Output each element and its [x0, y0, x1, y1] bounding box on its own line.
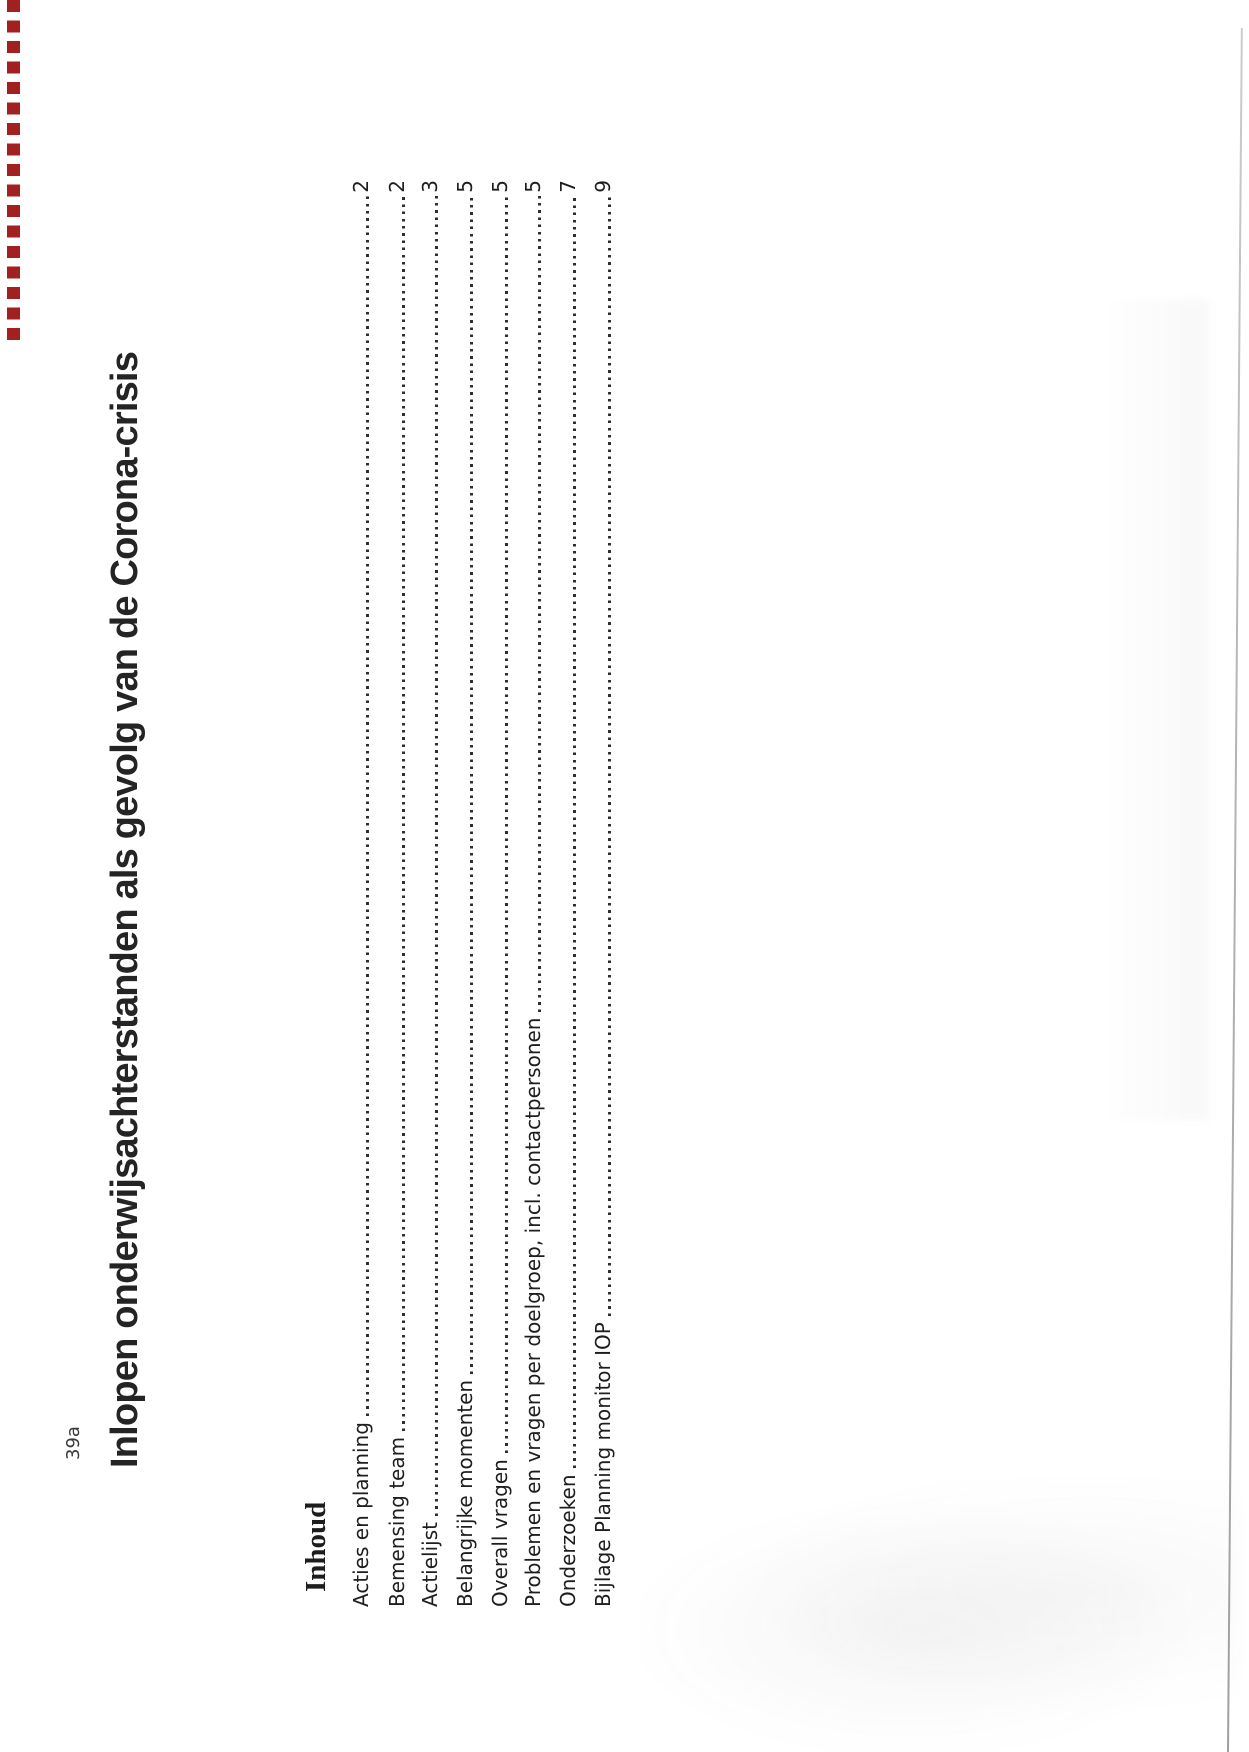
scan-artifact-left-red-dashes: [7, 0, 20, 348]
toc-dot-leader: [608, 196, 611, 1316]
toc-entry-label: Actielijst: [418, 1522, 442, 1607]
toc-page-number: 5: [453, 180, 477, 193]
toc-entry-problemen-en-vragen: [516, 180, 546, 1607]
toc-entry-belangrijke-momenten: [448, 180, 478, 1607]
toc-entry-label: Overall vragen: [488, 1459, 512, 1607]
toc-page-number: 2: [385, 180, 409, 193]
toc-entry-onderzoeken: [551, 180, 581, 1607]
toc-dot-leader: [366, 196, 369, 1416]
toc-entry-label: Bijlage Planning monitor IOP: [591, 1322, 615, 1607]
document-title: [98, 283, 150, 1468]
toc-entry-label: Belangrijke momenten: [453, 1379, 477, 1607]
toc-entry-label: Problemen en vragen per doelgroep, incl. contactpersonen: [521, 1017, 545, 1607]
toc-entry-overall-vragen: [483, 180, 513, 1607]
toc-entry-bemensing-team: [380, 180, 410, 1607]
toc-page-number: 7: [556, 180, 580, 193]
toc-heading: [298, 1482, 332, 1592]
toc-dot-leader: [505, 196, 508, 1453]
toc-entry-acties-en-planning: [344, 180, 374, 1607]
document-corner-label: [62, 1414, 86, 1460]
toc-page-number: 5: [488, 180, 512, 193]
toc-page-number: 9: [591, 180, 615, 193]
document-title-text: Inlopen onderwijsachterstanden als gevolg van de Corona-crisis: [104, 351, 146, 1468]
toc-dot-leader: [538, 196, 541, 1012]
toc-entry-bijlage-planning-monitor-iop: [586, 180, 616, 1607]
toc-dot-leader: [435, 196, 438, 1516]
document-corner-label-text: 39a: [63, 1426, 84, 1460]
toc-dot-leader: [470, 196, 473, 1374]
toc-page-number: 2: [349, 180, 373, 193]
toc-heading-text: Inhoud: [300, 1501, 332, 1592]
toc-page-number: 5: [521, 180, 545, 193]
toc-dot-leader: [402, 196, 405, 1431]
toc-entry-actielijst: [413, 180, 443, 1607]
scan-artifact-bottom-shadow: [640, 1480, 1240, 1752]
toc-entry-label: Acties en planning: [349, 1422, 373, 1607]
toc-page-number: 3: [418, 180, 442, 193]
toc-entry-label: Bemensing team: [385, 1436, 409, 1607]
toc-dot-leader: [573, 196, 576, 1469]
toc-entry-label: Onderzoeken: [556, 1474, 580, 1607]
scan-artifact-right-shade: [1100, 300, 1210, 1120]
